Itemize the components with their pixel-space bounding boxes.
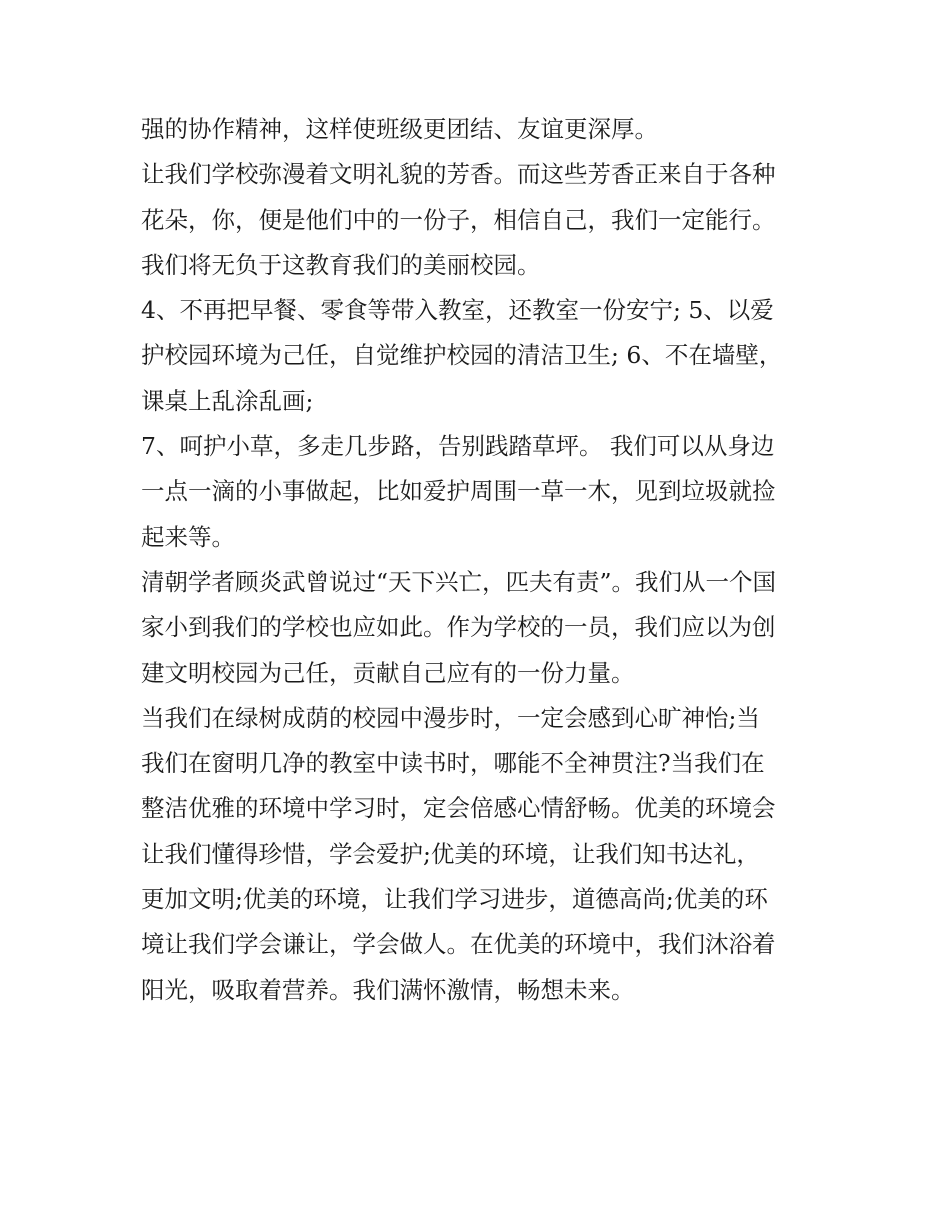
text-line: 花朵，你，便是他们中的一份子，相信自己，我们一定能行。 (141, 205, 776, 234)
text-line: 建文明校园为己任，贡献自己应有的一份力量。 (141, 658, 635, 687)
document-body (141, 107, 821, 1013)
text-line: 课桌上乱涂乱画; (141, 386, 314, 415)
text-line: 强的协作精神，这样使班级更团结、友谊更深厚。 (141, 115, 658, 143)
text-line: 清朝学者顾炎武曾说过“天下兴亡，匹夫有责”。我们从一个国 (141, 567, 777, 596)
text-line: 我们将无负于这教育我们的美丽校园。 (141, 250, 541, 279)
text-line: 境让我们学会谦让，学会做人。在优美的环境中，我们沐浴着 (141, 930, 776, 959)
text-line: 我们在窗明几净的教室中读书时，哪能不全神贯注?当我们在 (141, 749, 765, 778)
text-line: 一点一滴的小事做起，比如爱护周围一草一木，见到垃圾就捡 (141, 477, 776, 506)
text-line: 让我们懂得珍惜，学会爱护;优美的环境，让我们知书达礼， (141, 839, 760, 868)
text-line: 家小到我们的学校也应如此。作为学校的一员，我们应以为创 (141, 613, 776, 642)
text-line: 7、呵护小草，多走几步路，告别践踏草坪。 我们可以从身边 (141, 432, 775, 461)
text-line: 阳光，吸取着营养。我们满怀激情，畅想未来。 (141, 975, 635, 1004)
text-line: 起来等。 (141, 522, 235, 551)
text-line: 整洁优雅的环境中学习时，定会倍感心情舒畅。优美的环境会 (141, 794, 776, 823)
text-line: 更加文明;优美的环境，让我们学习进步，道德高尚;优美的环 (141, 885, 768, 914)
text-line: 让我们学校弥漫着文明礼貌的芳香。而这些芳香正来自于各种 (141, 160, 776, 189)
text-line: 当我们在绿树成荫的校园中漫步时，一定会感到心旷神怡;当 (141, 703, 760, 732)
text-line: 4、不再把早餐、零食等带入教室，还教室一份安宁; 5、以爱 (141, 296, 774, 325)
text-line: 护校园环境为己任，自觉维护校园的清洁卫生; 6、不在墙壁， (141, 341, 783, 370)
